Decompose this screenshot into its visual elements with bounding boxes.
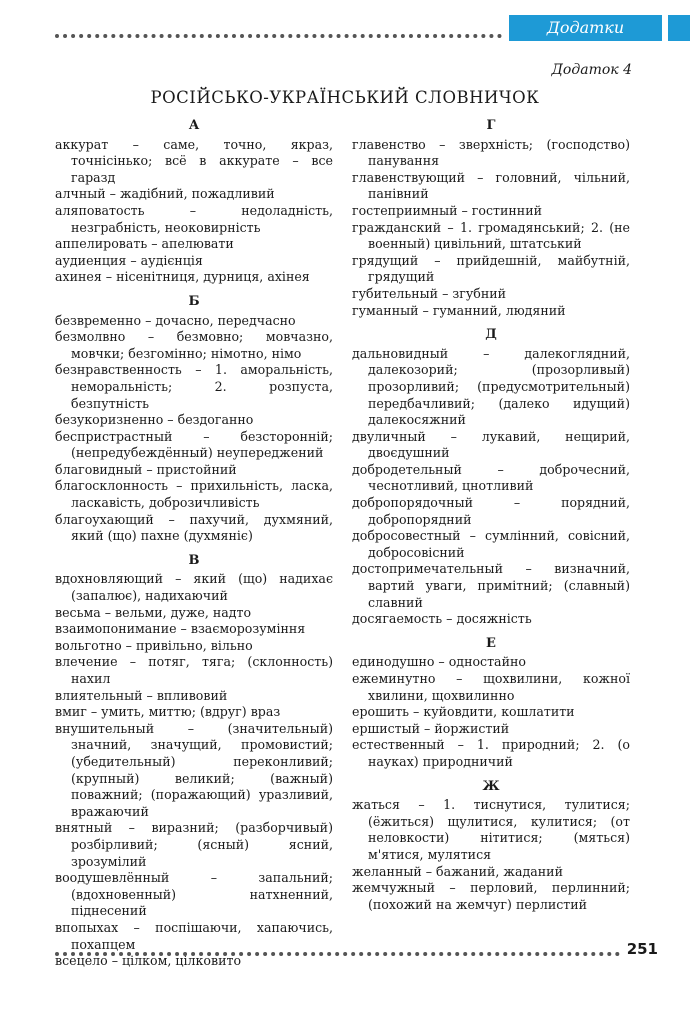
dictionary-entry: гостеприимный – гостинний: [352, 202, 542, 218]
dictionary-entry: вольготно – привільно, вільно: [55, 637, 253, 653]
tab-edge-decoration: [668, 15, 690, 41]
section-tab: Додатки: [509, 15, 662, 41]
letter-heading: Ж: [482, 778, 500, 794]
letter-heading: В: [188, 552, 200, 568]
dictionary-entry: жаться – 1. тиснутися, тулитися; (ёжиться) щулитися, кулитися; (от неловкости) нітитися; (мяться) м'ятися, мулятися: [352, 797, 630, 862]
dictionary-entry: безнравственность – 1. аморальність, неморальність; 2. розпуста, безпутність: [55, 362, 333, 411]
dictionary-entry: досягаемость – досяжність: [352, 611, 532, 627]
dictionary-entry: беспристрастный – безсторонній; (непредубеждённый) неупереджений: [55, 428, 333, 461]
dictionary-entry: ершистый – йоржистий: [352, 720, 510, 736]
dictionary-entry: ерошить – куйовдити, кошлатити: [352, 704, 575, 720]
dictionary-entry: алчный – жадібний, пожадливий: [55, 186, 275, 202]
dictionary-entry: весьма – вельми, дуже, надто: [55, 604, 252, 620]
dictionary-entry: аляповатость – недоладність, незграбність, неоковирність: [55, 202, 333, 235]
appendix-label: Додаток 4: [551, 62, 632, 78]
letter-heading: А: [188, 118, 200, 133]
dictionary-entry: ахинея – нісенітниця, дурниця, ахінея: [55, 269, 310, 285]
dictionary-entry: безукоризненно – бездоганно: [55, 412, 254, 428]
dictionary-entry: вмиг – умить, миттю; (вдруг) враз: [55, 704, 281, 720]
dictionary-entry: достопримечательный – визначний, вартий уваги, примітний; (славный) славний: [352, 561, 630, 610]
dictionary-entry: аппелировать – апелювати: [55, 236, 234, 252]
dictionary-entry: добродетельный – доброчесний, чеснотливий, цнотливий: [352, 461, 630, 494]
dictionary-entry: благоухающий – пахучий, духмяний, який (що) пахне (духмяніє): [55, 511, 333, 544]
dictionary-entry: благовидный – пристойний: [55, 461, 237, 477]
dictionary-entry: вдохновляющий – який (що) надихає (запалює), надихаючий: [55, 571, 333, 604]
top-dotted-rule: [55, 34, 502, 38]
dictionary-entry: благосклонность – прихильність, ласка, ласкавість, доброзичливість: [55, 478, 333, 511]
right-column: [352, 118, 630, 913]
dictionary-entry: взаимопонимание – взаєморозуміння: [55, 621, 306, 637]
dictionary-entry: внятный – виразний; (разборчивый) розбірливий; (ясный) ясний, зрозумілий: [55, 820, 333, 869]
letter-heading: Д: [485, 327, 497, 343]
dictionary-entry: добросовестный – сумлінний, совісний, добросовісний: [352, 528, 630, 560]
letter-heading: Г: [486, 118, 496, 133]
dictionary-entry: гуманный – гуманний, людяний: [352, 302, 566, 318]
dictionary-entry: желанный – бажаний, жаданий: [352, 863, 563, 879]
dictionary-entry: губительный – згубний: [352, 285, 507, 301]
dictionary-entry: главенствующий – головний, чільний, панівний: [352, 169, 630, 202]
bottom-dotted-rule: [55, 952, 620, 956]
dictionary-entry: добропорядочный – порядний, добропорядний: [352, 495, 630, 527]
letter-heading: Б: [188, 293, 200, 309]
dictionary-entry: двуличный – лукавий, нещирий, двоєдушний: [352, 428, 630, 461]
left-column: [55, 118, 333, 970]
dictionary-entry: впопыхах – поспішаючи, хапаючись, похапцем: [55, 919, 333, 952]
dictionary-entry: жемчужный – перловий, перлинний; (похожий на жемчуг) перлистий: [352, 880, 630, 912]
dictionary-entry: гражданский – 1. громадянський; 2. (не военный) цивільний, штатський: [352, 219, 630, 252]
dictionary-entry: безмолвно – безмовно; мовчазно, мовчки; безгомінно; німотно, німо: [55, 329, 333, 361]
dictionary-entry: грядущий – прийдешній, майбутній, грядущий: [352, 252, 630, 285]
dictionary-entry: аккурат – саме, точно, якраз, точнісінько; всё в аккурате – все гаразд: [55, 136, 333, 185]
dictionary-entry: влиятельный – впливовий: [55, 687, 228, 703]
dictionary-entry: воодушевлённый – запальний; (вдохновенный) натхненний, піднесений: [55, 870, 333, 919]
dictionary-entry: внушительный – (значительный) значний, значущий, промовистий; (убедительный) переконливий; (крупный) великий; (важный) поважний; (поражающий) уразливий, вражаючий: [55, 720, 333, 819]
letter-heading: Е: [486, 635, 496, 651]
dictionary-entry: всецело – цілком, цілковито: [55, 953, 242, 969]
dictionary-entry: аудиенция – аудієнція: [55, 252, 203, 268]
dictionary-entry: главенство – зверхність; (господство) панування: [352, 136, 630, 169]
dictionary-entry: единодушно – одностайно: [352, 654, 526, 670]
dictionary-entry: влечение – потяг, тяга; (склонность) нахил: [55, 654, 333, 686]
page-number: 251: [626, 940, 658, 958]
page-title: РОСІЙСЬКО-УКРАЇНСЬКИЙ СЛОВНИЧОК: [150, 88, 540, 107]
dictionary-entry: дальновидный – далекоглядний, далекозорий; (прозорливый) прозорливий; (предусмотрительный) передбачливий; (далеко идущий) далекосяжний: [352, 345, 630, 428]
dictionary-entry: ежеминутно – щохвилини, кожної хвилини, щохвилинно: [352, 671, 630, 703]
dictionary-entry: безвременно – дочасно, передчасно: [55, 312, 296, 328]
dictionary-entry: естественный – 1. природний; 2. (о науках) природничий: [352, 737, 630, 769]
